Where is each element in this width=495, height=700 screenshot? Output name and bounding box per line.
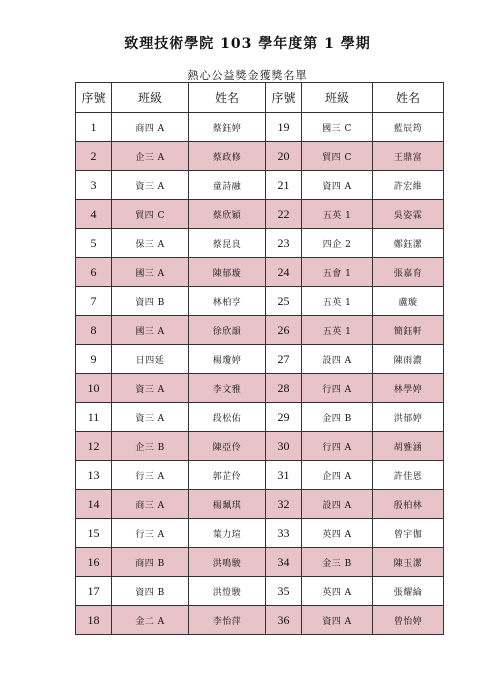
cell-no: 18 [76, 606, 112, 635]
cell-name: 陳亞伶 [189, 432, 266, 461]
cell-no: 36 [266, 606, 302, 635]
cell-name: 胡雅涵 [373, 432, 444, 461]
cell-no: 17 [76, 577, 112, 606]
cell-name: 簡鈺軒 [373, 316, 444, 345]
cell-name: 陳玉潔 [373, 548, 444, 577]
cell-class: 國三 C [302, 113, 373, 142]
cell-name: 李文雅 [189, 374, 266, 403]
cell-class: 企四 A [302, 461, 373, 490]
cell-no: 22 [266, 200, 302, 229]
table-row [76, 229, 444, 258]
cell-no: 16 [76, 548, 112, 577]
cell-no: 19 [266, 113, 302, 142]
cell-class: 四企 2 [302, 229, 373, 258]
header-class-2: 班級 [302, 83, 373, 113]
cell-no: 11 [76, 403, 112, 432]
cell-name: 李怡萍 [189, 606, 266, 635]
cell-name: 曾怡婷 [373, 606, 444, 635]
cell-class: 商四 B [112, 548, 189, 577]
cell-no: 2 [76, 142, 112, 171]
cell-class: 金三 B [302, 548, 373, 577]
cell-class: 金二 A [112, 606, 189, 635]
page-title: 致理技術學院 103 學年度第 1 學期 [124, 36, 371, 52]
header-name-2: 姓名 [373, 83, 444, 113]
cell-name: 藍辰筠 [373, 113, 444, 142]
cell-class: 行三 A [112, 461, 189, 490]
cell-no: 23 [266, 229, 302, 258]
cell-no: 31 [266, 461, 302, 490]
cell-name: 葉力瑄 [189, 519, 266, 548]
cell-no: 25 [266, 287, 302, 316]
cell-name: 蔡鈺婷 [189, 113, 266, 142]
table-row [76, 519, 444, 548]
table-row [76, 171, 444, 200]
cell-no: 3 [76, 171, 112, 200]
cell-class: 英四 A [302, 519, 373, 548]
cell-no: 28 [266, 374, 302, 403]
cell-class: 金四 B [302, 403, 373, 432]
cell-class: 行四 A [302, 432, 373, 461]
cell-name: 殷柏林 [373, 490, 444, 519]
cell-no: 34 [266, 548, 302, 577]
cell-class: 五英 1 [302, 287, 373, 316]
cell-no: 14 [76, 490, 112, 519]
table-row [76, 490, 444, 519]
cell-name: 洪鳴駿 [189, 548, 266, 577]
header-class-1: 班級 [112, 83, 189, 113]
cell-class: 資四 A [302, 171, 373, 200]
cell-class: 行三 A [112, 519, 189, 548]
cell-class: 商四 A [112, 113, 189, 142]
cell-no: 9 [76, 345, 112, 374]
cell-class: 英四 A [302, 577, 373, 606]
cell-name: 許宏維 [373, 171, 444, 200]
cell-name: 蔡政修 [189, 142, 266, 171]
table-row [76, 432, 444, 461]
table-row [76, 200, 444, 229]
cell-class: 國三 A [112, 316, 189, 345]
cell-class: 五英 1 [302, 200, 373, 229]
cell-class: 設四 A [302, 490, 373, 519]
cell-name: 段松佑 [189, 403, 266, 432]
cell-no: 10 [76, 374, 112, 403]
cell-no: 30 [266, 432, 302, 461]
cell-name: 林柏亨 [189, 287, 266, 316]
cell-name: 郭芷伶 [189, 461, 266, 490]
cell-no: 24 [266, 258, 302, 287]
table-row [76, 374, 444, 403]
header-no-2: 序號 [266, 83, 302, 113]
cell-no: 27 [266, 345, 302, 374]
cell-name: 洪郁婷 [373, 403, 444, 432]
cell-name: 楊珮琪 [189, 490, 266, 519]
award-table [75, 82, 444, 635]
cell-no: 33 [266, 519, 302, 548]
cell-class: 資三 A [112, 374, 189, 403]
cell-class: 貿四 C [112, 200, 189, 229]
cell-no: 21 [266, 171, 302, 200]
cell-class: 商三 A [112, 490, 189, 519]
cell-class: 五英 1 [302, 316, 373, 345]
cell-class: 日四延 [112, 345, 189, 374]
cell-name: 洪愷駿 [189, 577, 266, 606]
cell-name: 張耀綸 [373, 577, 444, 606]
cell-no: 7 [76, 287, 112, 316]
cell-no: 32 [266, 490, 302, 519]
cell-no: 6 [76, 258, 112, 287]
table-row [76, 113, 444, 142]
cell-name: 林學婷 [373, 374, 444, 403]
cell-name: 童詩融 [189, 171, 266, 200]
cell-no: 5 [76, 229, 112, 258]
cell-no: 15 [76, 519, 112, 548]
cell-class: 資三 A [112, 403, 189, 432]
table-row [76, 461, 444, 490]
cell-name: 陳郁璇 [189, 258, 266, 287]
cell-name: 楊瓊婷 [189, 345, 266, 374]
cell-name: 吳姿霖 [373, 200, 444, 229]
header-row [76, 83, 444, 113]
cell-no: 20 [266, 142, 302, 171]
cell-class: 行四 A [302, 374, 373, 403]
cell-class: 保三 A [112, 229, 189, 258]
cell-class: 企三 A [112, 142, 189, 171]
cell-class: 資四 A [302, 606, 373, 635]
cell-class: 資四 B [112, 287, 189, 316]
cell-name: 徐欣韻 [189, 316, 266, 345]
table-row [76, 548, 444, 577]
cell-name: 蔡欣穎 [189, 200, 266, 229]
cell-class: 貿四 C [302, 142, 373, 171]
table-row [76, 345, 444, 374]
cell-class: 資三 A [112, 171, 189, 200]
header-no-1: 序號 [76, 83, 112, 113]
cell-no: 35 [266, 577, 302, 606]
table-row [76, 258, 444, 287]
table-row [76, 606, 444, 635]
cell-class: 企三 B [112, 432, 189, 461]
cell-no: 1 [76, 113, 112, 142]
cell-no: 8 [76, 316, 112, 345]
table-row [76, 316, 444, 345]
cell-class: 五會 1 [302, 258, 373, 287]
cell-name: 蔡昆良 [189, 229, 266, 258]
cell-name: 陳雨濃 [373, 345, 444, 374]
table-row [76, 403, 444, 432]
cell-name: 王鼎富 [373, 142, 444, 171]
cell-name: 張嘉育 [373, 258, 444, 287]
cell-no: 29 [266, 403, 302, 432]
cell-no: 4 [76, 200, 112, 229]
cell-class: 設四 A [302, 345, 373, 374]
cell-no: 26 [266, 316, 302, 345]
cell-class: 國三 A [112, 258, 189, 287]
cell-name: 許佳恩 [373, 461, 444, 490]
table-row [76, 142, 444, 171]
cell-no: 12 [76, 432, 112, 461]
cell-class: 資四 B [112, 577, 189, 606]
cell-name: 曾宇伽 [373, 519, 444, 548]
cell-no: 13 [76, 461, 112, 490]
table-caption: 熱心公益獎金獲獎名單 [187, 69, 308, 82]
header-name-1: 姓名 [189, 83, 266, 113]
table-row [76, 577, 444, 606]
cell-name: 鄭鈺潔 [373, 229, 444, 258]
cell-name: 盧璇 [373, 287, 444, 316]
table-row [76, 287, 444, 316]
